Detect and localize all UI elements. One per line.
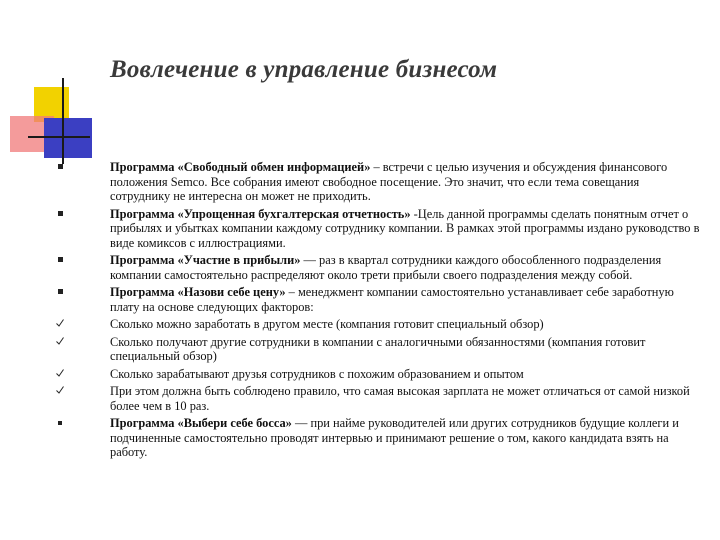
item-text: — при найме руководителей или других сотрудников будущие коллеги и подчиненные самостоятельно проводят интервью и принимают решение о том, какого кандидата взять на работу. (110, 416, 679, 459)
decor-blue-square (44, 118, 92, 158)
list-item (110, 160, 700, 204)
item-heading: Программа «Свободный обмен информацией» (110, 160, 371, 174)
item-text: -Цель данной программы сделать понятным отчет о прибылях и убытках компании каждому сотруднику компании. В рамках этой программы издано руководство в виде комиксов с иллюстрациями. (110, 206, 700, 250)
list-item (110, 416, 700, 460)
item-text: – встречи с целью изучения и обсуждения финансового положения Semco. Все собрания имеют свободное посещение. Это значит, что если тема совещания сотруднику не интересна он может не приходить. (110, 160, 668, 203)
list-item (110, 317, 700, 332)
decor-vertical-line (62, 78, 64, 164)
item-text: Сколько можно заработать в другом месте (компания готовит специальный обзор) (110, 317, 544, 331)
list-item (110, 207, 700, 251)
item-heading: Программа «Упрощенная бухгалтерская отчетность» (110, 206, 411, 221)
list-item (110, 367, 700, 382)
checkmark-bullet-icon (56, 337, 63, 344)
checkmark-bullet-icon (56, 319, 63, 326)
checkmark-bullet-icon (56, 369, 63, 376)
item-text: — раз в квартал сотрудники каждого обособленного подразделения компании самостоятельно распределяют около трети прибыли своего подразделения между собой. (110, 253, 662, 282)
square-bullet-icon (58, 164, 63, 169)
list-item (110, 253, 700, 282)
square-bullet-icon (58, 257, 63, 262)
square-bullet-icon (58, 289, 63, 294)
item-text: Сколько зарабатывают друзья сотрудников с похожим образованием и опытом (110, 366, 524, 381)
square-bullet-icon (58, 211, 63, 216)
item-heading: Программа «Назови себе цену» (110, 285, 286, 299)
list-item (110, 285, 700, 314)
slide-title: Вовлечение в управление бизнесом (110, 56, 498, 83)
item-text: При этом должна быть соблюдено правило, что самая высокая зарплата не может отличаться от самой низкой более чем в 10 раз. (110, 384, 690, 413)
item-text: – менеджмент компании самостоятельно устанавливает себе заработную плату на основе следующих факторов: (110, 285, 674, 314)
decor-horizontal-line (28, 136, 90, 138)
bullet-list (110, 160, 700, 463)
item-heading: Программа «Выбери себе босса» (110, 416, 292, 430)
list-item (110, 384, 700, 413)
small-square-bullet-icon (58, 421, 62, 425)
list-item (110, 335, 700, 364)
item-text: Сколько получают другие сотрудники в компании с аналогичными обязанностями (компания готовит специальный обзор) (110, 334, 646, 363)
item-heading: Программа «Участие в прибыли» (110, 253, 301, 267)
checkmark-bullet-icon (56, 386, 63, 393)
